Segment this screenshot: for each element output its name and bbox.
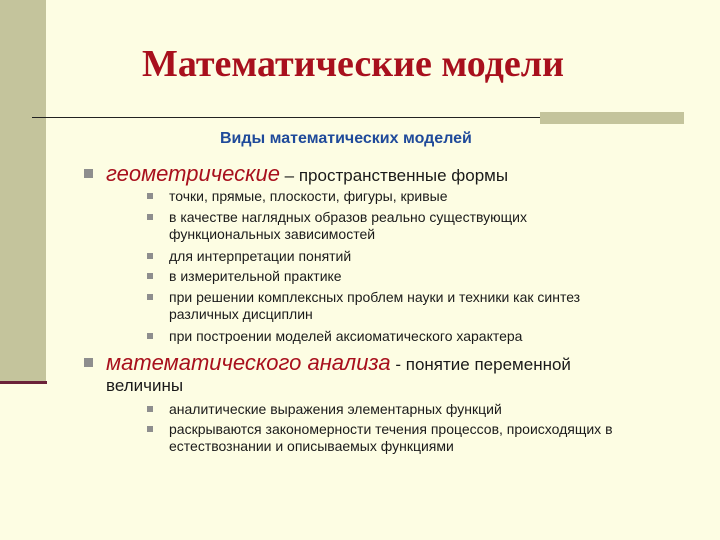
square-bullet-icon: [147, 253, 153, 259]
list-item-text: точки, прямые, плоскости, фигуры, кривые: [169, 188, 448, 204]
section-description: – пространственные формы: [279, 166, 509, 185]
list-item: [147, 248, 692, 265]
slide-subtitle: Виды математических моделей: [220, 130, 472, 147]
square-bullet-icon: [147, 294, 153, 300]
list-item: [147, 401, 692, 418]
left-decor-line: [0, 381, 47, 384]
list-item-text: для интерпретации понятий: [169, 248, 352, 264]
left-decor-band: [0, 0, 46, 382]
square-bullet-icon: [147, 214, 153, 220]
list-item-text: аналитические выражения элементарных функций: [169, 401, 502, 417]
list-item: [147, 268, 692, 285]
square-bullet-icon: [84, 358, 93, 367]
list-item-text: при решении комплексных проблем науки и техники как синтез различных дисциплин: [169, 289, 581, 322]
slide-title: Математические модели: [142, 43, 564, 85]
section-geometric: [84, 163, 690, 186]
square-bullet-icon: [84, 169, 93, 178]
list-item-text: при построении моделей аксиоматического характера: [169, 328, 523, 344]
section-term: математического анализа: [106, 350, 391, 375]
list-item: [147, 328, 692, 345]
section-description: - понятие переменной величины: [106, 355, 571, 395]
square-bullet-icon: [147, 193, 153, 199]
list-item-text: раскрываются закономерности течения процессов, происходящих в естествознании и описываемых функциями: [169, 421, 613, 454]
list-item-text: в измерительной практике: [169, 268, 342, 284]
section-term: геометрические: [106, 161, 280, 186]
square-bullet-icon: [147, 406, 153, 412]
list-item-text: в качестве наглядных образов реально существующих функциональных зависимостей: [169, 209, 527, 242]
list-item: [147, 421, 692, 455]
list-item: [147, 209, 692, 243]
section-analysis: [84, 352, 624, 396]
title-divider-accent: [540, 112, 684, 124]
list-item: [147, 289, 692, 323]
square-bullet-icon: [147, 333, 153, 339]
list-item: [147, 188, 692, 205]
square-bullet-icon: [147, 273, 153, 279]
square-bullet-icon: [147, 426, 153, 432]
